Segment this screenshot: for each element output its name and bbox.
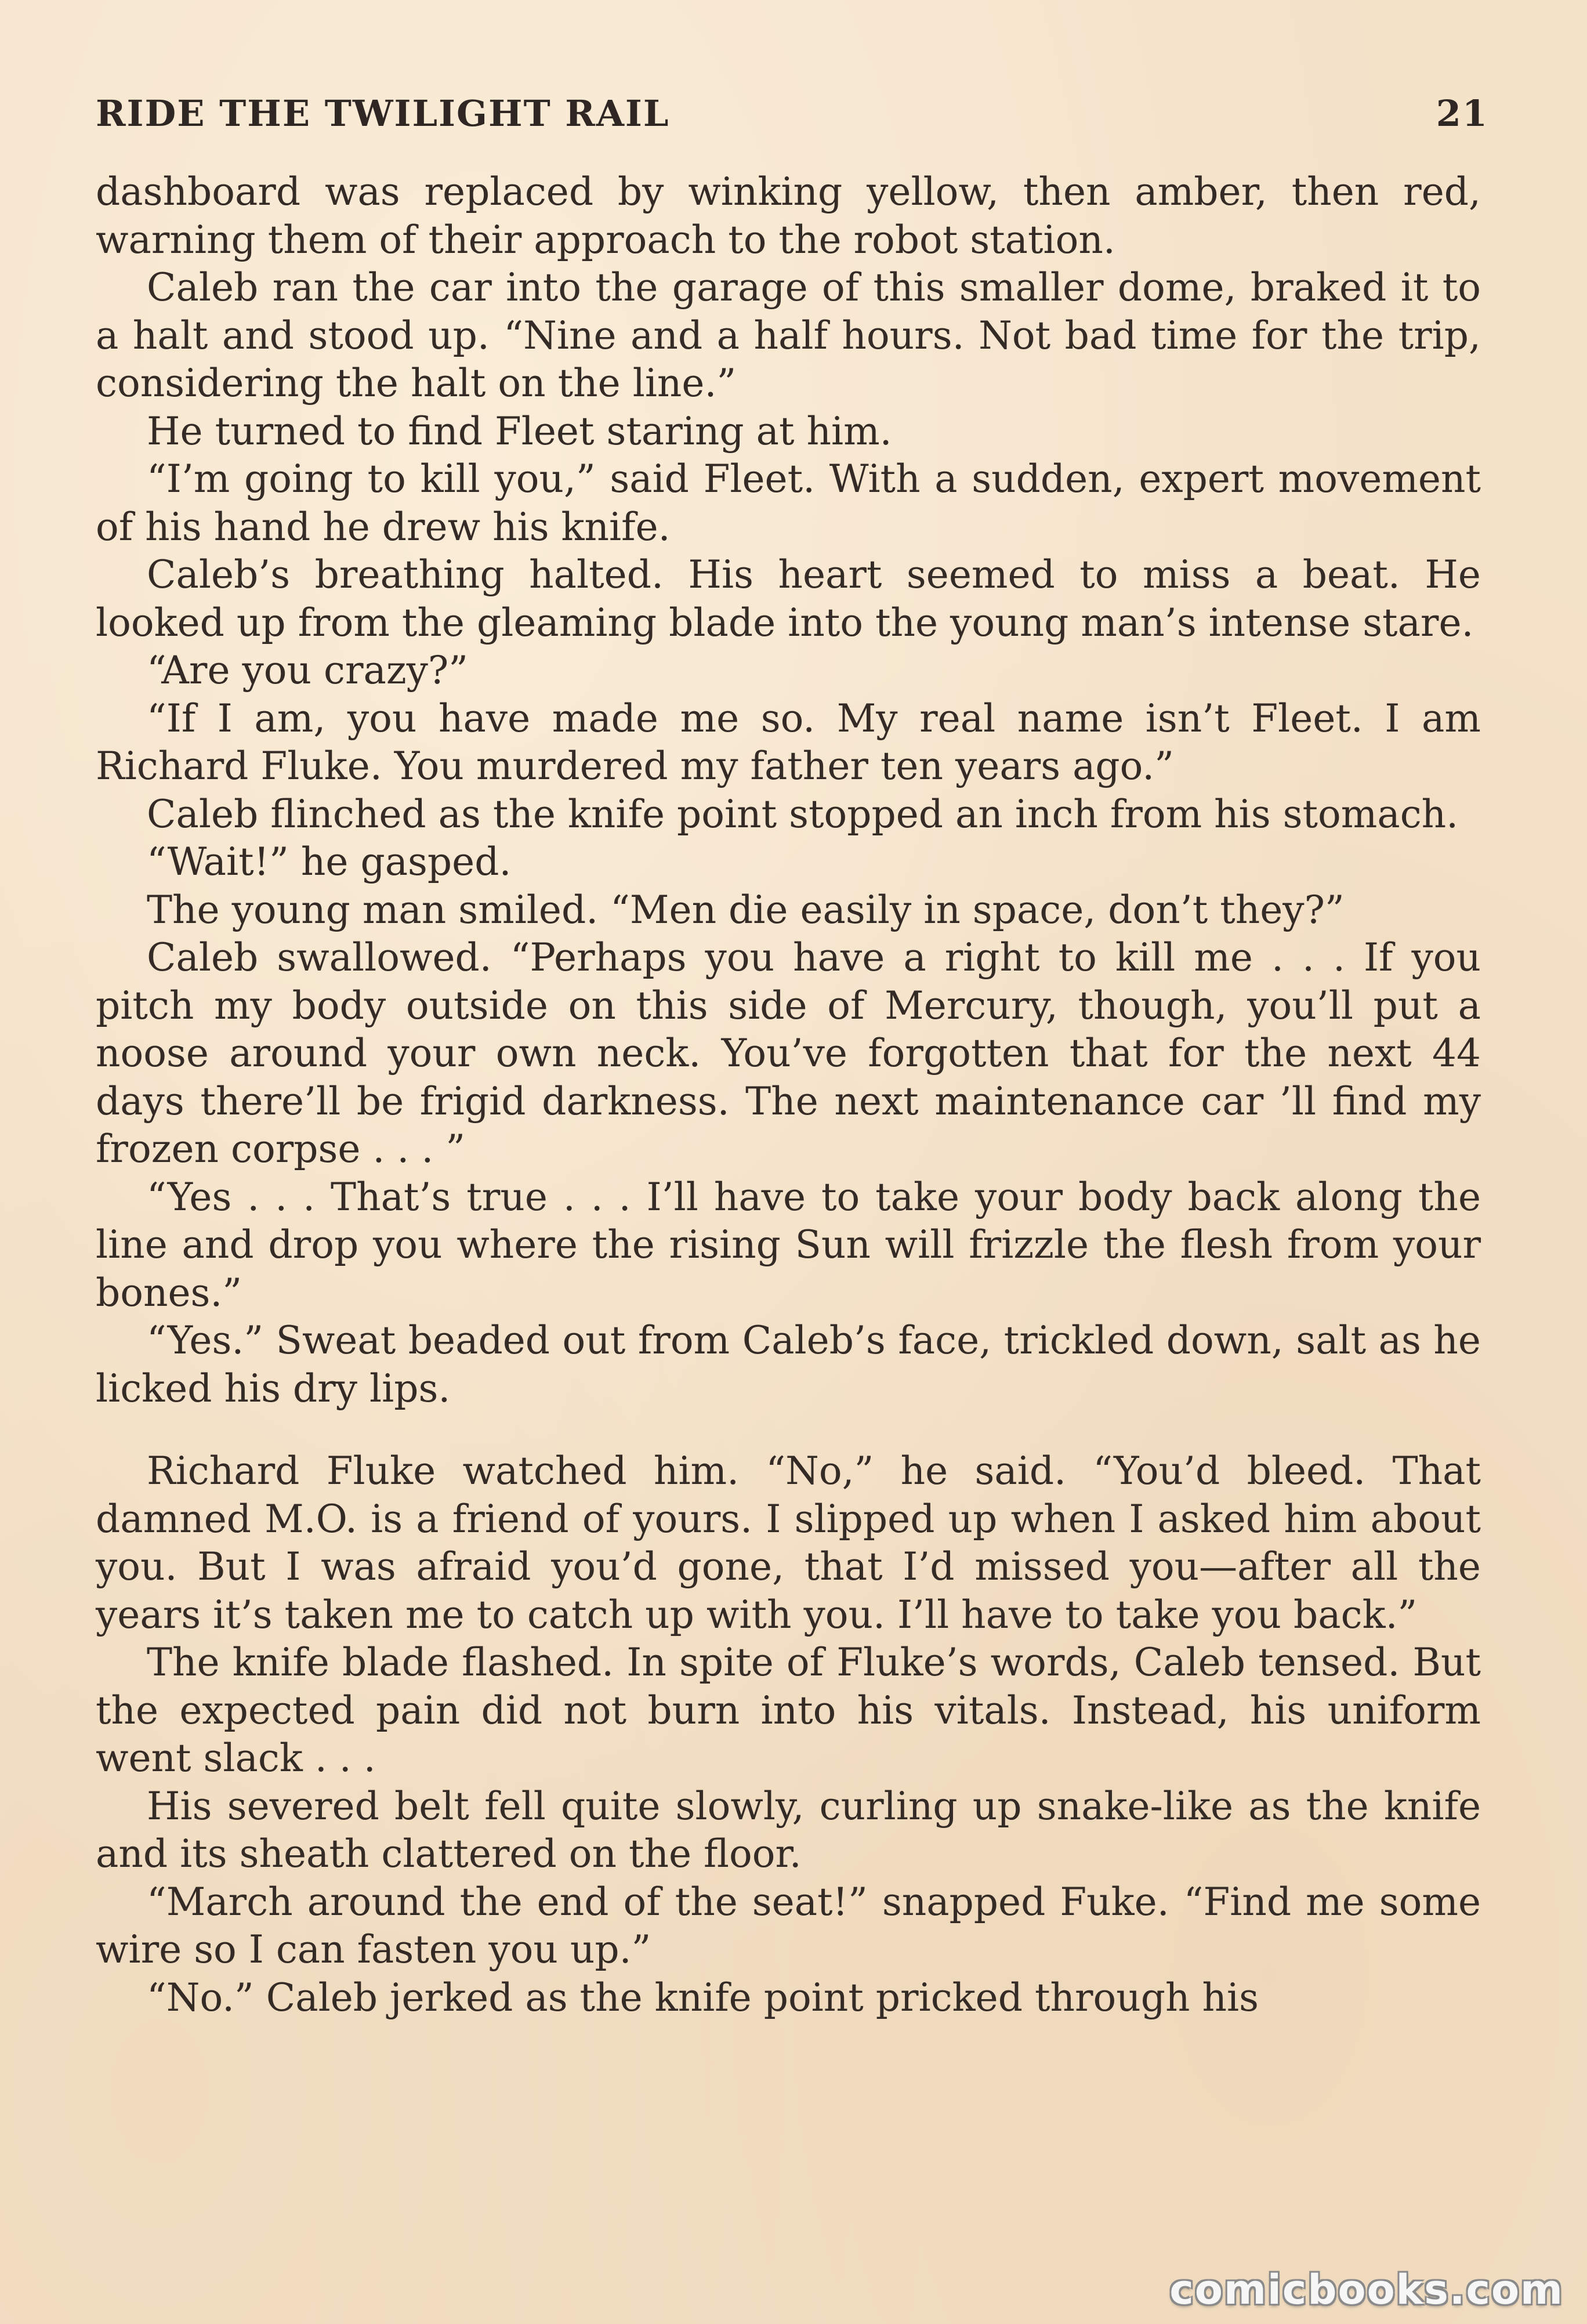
running-head (96, 87, 1488, 139)
paragraph: “March around the end of the seat!” snapped Fuke. “Find me some wire so I can fasten you up.” (96, 1879, 1481, 1972)
paragraph: Caleb’s breathing halted. His heart seemed to miss a beat. He looked up from the gleaming blade into the young man’s intense stare. (96, 552, 1481, 645)
paragraph: “I’m going to kill you,” said Fleet. With a sudden, expert movement of his hand he drew his knife. (96, 457, 1481, 549)
paragraph: “Are you crazy?” (147, 648, 469, 693)
section-break (96, 1413, 1481, 1447)
paragraph: The knife blade flashed. In spite of Fluke’s words, Caleb tensed. But the expected pain did not burn into his vitals. Instead, his uniform went slack . . . (96, 1640, 1481, 1780)
page-number: 21 (1436, 92, 1488, 135)
body-text (96, 168, 1481, 2022)
paragraph: His severed belt fell quite slowly, curling up snake-like as the knife and its sheath clattered on the floor. (96, 1783, 1481, 1876)
paragraph: “Wait!” he gasped. (147, 839, 512, 884)
paragraph-continued: dashboard was replaced by winking yellow, then amber, then red, warning them of their approach to the robot station. (96, 169, 1481, 262)
paragraph: “No.” Caleb jerked as the knife point pricked through his (147, 1975, 1259, 2020)
paragraph: “Yes.” Sweat beaded out from Caleb’s face, trickled down, salt as he licked his dry lips. (96, 1318, 1481, 1411)
paragraph: Caleb swallowed. “Perhaps you have a right to kill me . . . If you pitch my body outside on this side of Mercury, though, you’ll put a noose around your own neck. You’ve forgotten that for the next 44 days there’ll be frigid darkness. The next maintenance car ’ll find my frozen corpse . . . ” (96, 935, 1481, 1171)
paragraph: Richard Fluke watched him. “No,” he said. “You’d bleed. That damned M.O. is a friend of yours. I slipped up when I asked him about you. But I was afraid you’d gone, that I’d missed you—after all the years it’s taken me to catch up with you. I’ll have to take you back.” (96, 1449, 1481, 1637)
paragraph: “If I am, you have made me so. My real name isn’t Fleet. I am Richard Fluke. You murdered my father ten years ago.” (96, 696, 1481, 788)
site-watermark: comicbooks.com (1169, 2266, 1564, 2314)
paragraph: He turned to find Fleet staring at him. (147, 408, 892, 454)
paragraph: The young man smiled. “Men die easily in space, don’t they?” (147, 887, 1345, 932)
paragraph: Caleb flinched as the knife point stopped an inch from his stomach. (147, 791, 1459, 837)
running-title: RIDE THE TWILIGHT RAIL (96, 92, 670, 135)
paragraph: Caleb ran the car into the garage of this smaller dome, braked it to a halt and stood up. “Nine and a half hours. Not bad time for the trip, considering the halt on the line.” (96, 265, 1481, 406)
paragraph: “Yes . . . That’s true . . . I’ll have to take your body back along the line and drop you where the rising Sun will frizzle the flesh from your bones.” (96, 1174, 1481, 1315)
